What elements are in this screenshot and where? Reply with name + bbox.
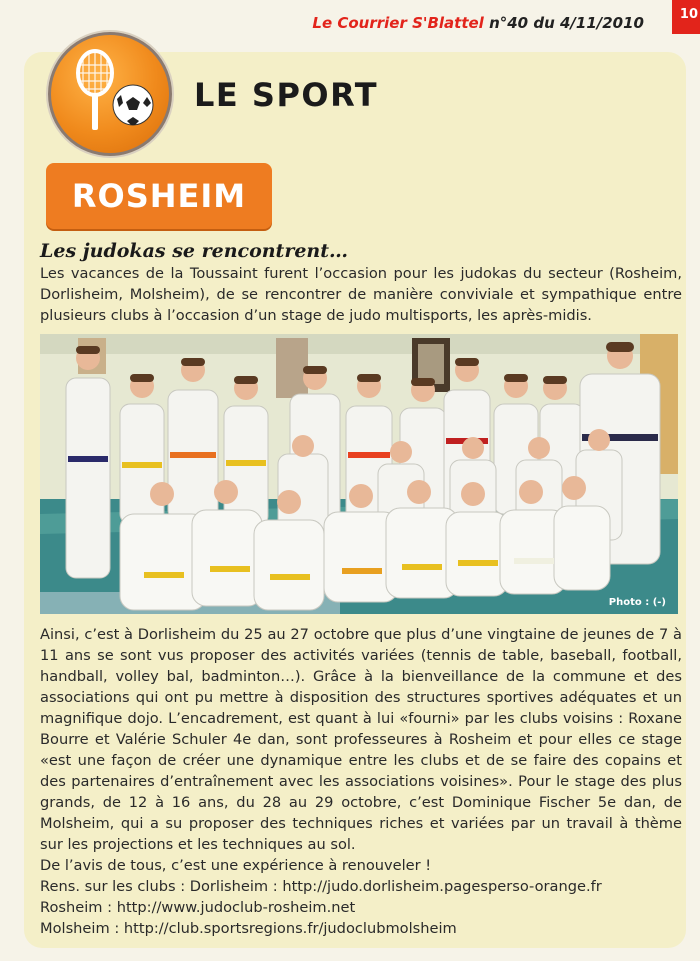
- issue-info: n°40 du 4/11/2010: [489, 14, 644, 32]
- town-name: ROSHEIM: [71, 177, 247, 215]
- page-number: 10: [672, 0, 700, 34]
- article-headline: Les judokas se rencontrent…: [40, 240, 349, 262]
- contact-line: Molsheim : http://club.sportsregions.fr/judoclubmolsheim: [40, 920, 457, 937]
- photo-credit: Photo : (-): [608, 597, 666, 608]
- town-banner: [46, 163, 272, 229]
- article-body-text: Ainsi, c’est à Dorlisheim du 25 au 27 octobre que plus d’une vingtaine de jeunes de 7 à 11 ans se sont vus proposer des activités variées (tennis de table, baseball, football, handball, volley bal, badminton…). Grâce à la bienveillance de la commune et des associations qui ont pu mettre à disposition des structures sportives adéquates et un magnifique dojo. L’encadrement, est quant à lui «fourni» par les clubs voisins : Roxane Bourre et Valérie Schuler 4e dan, sont professeures à Rosheim et pour elles ce stage «est une façon de créer une dynamique entre les clubs et de se faire des copains et des partenaires d’entraînement avec les associations voisines». Pour le stage des plus grands, de 12 à 16 ans, du 28 au 29 octobre, c’est Dominique Fischer 5e dan, de Molsheim, qui a su proposer des techniques riches et variées par un travail à thème sur les projections et les techniques au sol.: [40, 626, 682, 853]
- section-title: LE SPORT: [194, 76, 379, 114]
- tennis-racket-football-icon: [48, 32, 172, 156]
- contact-line: Rens. sur les clubs : Dorlisheim : http://judo.dorlisheim.pagesperso-orange.fr: [40, 878, 602, 895]
- group-photo: [40, 334, 678, 614]
- paper-name: Le Courrier S'Blattel: [312, 14, 484, 32]
- article-body: [40, 624, 682, 876]
- masthead: [312, 14, 644, 32]
- article-intro: Les vacances de la Toussaint furent l’occasion pour les judokas du secteur (Rosheim, Dorlisheim, Molsheim), de se rencontrer de manière conviviale et sympathique entre plusieurs clubs à l’occasion d’un stage de judo multisports, les après-midis.: [40, 265, 682, 324]
- contact-line: Rosheim : http://www.judoclub-rosheim.net: [40, 899, 356, 916]
- article-closing: De l’avis de tous, c’est une expérience à renouveler !: [40, 857, 432, 874]
- club-contacts: [40, 876, 682, 939]
